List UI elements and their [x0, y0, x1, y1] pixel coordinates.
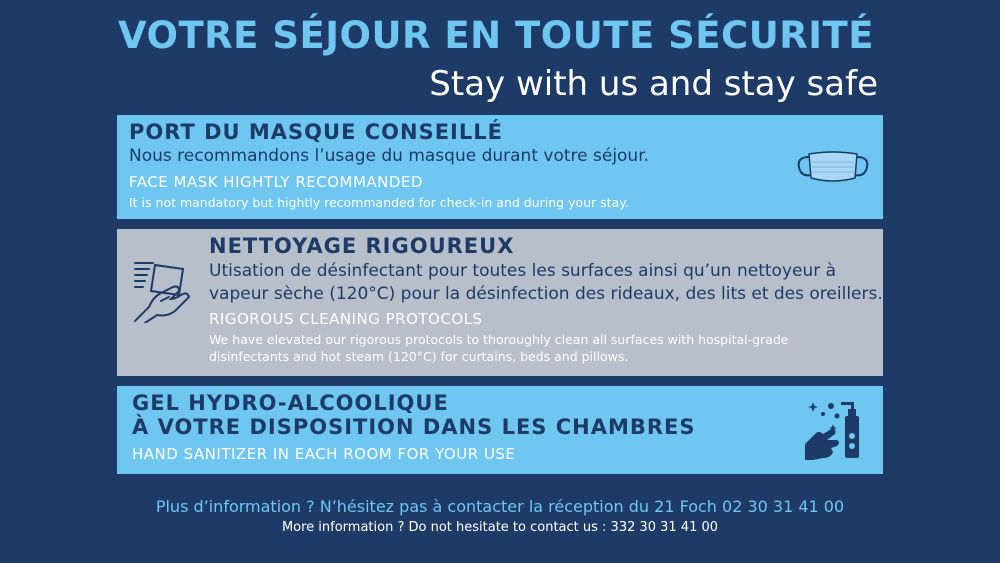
cleaning-en-line-2: disinfectants and hot steam (120°C) for curtains, beds and pillows.: [209, 349, 629, 364]
sanitizer-heading-line-2: À VOTRE DISPOSITION DANS LES CHAMBRES: [132, 415, 696, 439]
cleaning-heading: NETTOYAGE RIGOUREUX: [209, 234, 515, 258]
cleaning-section: [117, 229, 883, 376]
cleaning-fr-line-2: vapeur sèche (120°C) pour la désinfection des rideaux, des lits et des oreillers.: [209, 284, 883, 304]
page-title: VOTRE SÉJOUR EN TOUTE SÉCURITÉ: [118, 14, 875, 57]
cleaning-fr-line-1: Utisation de désinfectant pour toutes les surfaces ainsi qu’un nettoyeur à: [209, 261, 837, 281]
mask-section: [117, 115, 883, 219]
sanitizer-section: [117, 386, 883, 474]
page-subtitle: Stay with us and stay safe: [429, 64, 878, 104]
mask-en-text: It is not mandatory but hightly recommanded for check-in and during your stay.: [129, 195, 629, 210]
footer-fr-contact: Plus d’information ? N’hésitez pas à contacter la réception du 21 Foch 02 30 31 41 00: [155, 497, 845, 516]
mask-en-heading: FACE MASK HIGHTLY RECOMMANDED: [129, 173, 423, 191]
sanitizer-en-heading: HAND SANITIZER IN EACH ROOM FOR YOUR USE: [132, 445, 516, 463]
face-mask-icon: [795, 149, 871, 185]
cleaning-en-heading: RIGOROUS CLEANING PROTOCOLS: [209, 310, 483, 328]
sanitizer-heading-line-1: GEL HYDRO-ALCOOLIQUE: [132, 391, 449, 415]
cleaning-en-line-1: We have elevated our rigorous protocols to thoroughly clean all surfaces with hospital-grade: [209, 332, 789, 347]
cleaning-hand-icon: [131, 257, 193, 323]
hand-sanitizer-icon: [803, 400, 865, 462]
footer-en-contact: More information ? Do not hesitate to contact us : 332 30 31 41 00: [281, 520, 719, 535]
mask-heading: PORT DU MASQUE CONSEILLÉ: [129, 120, 503, 144]
mask-fr-text: Nous recommandons l’usage du masque durant votre séjour.: [129, 146, 650, 166]
